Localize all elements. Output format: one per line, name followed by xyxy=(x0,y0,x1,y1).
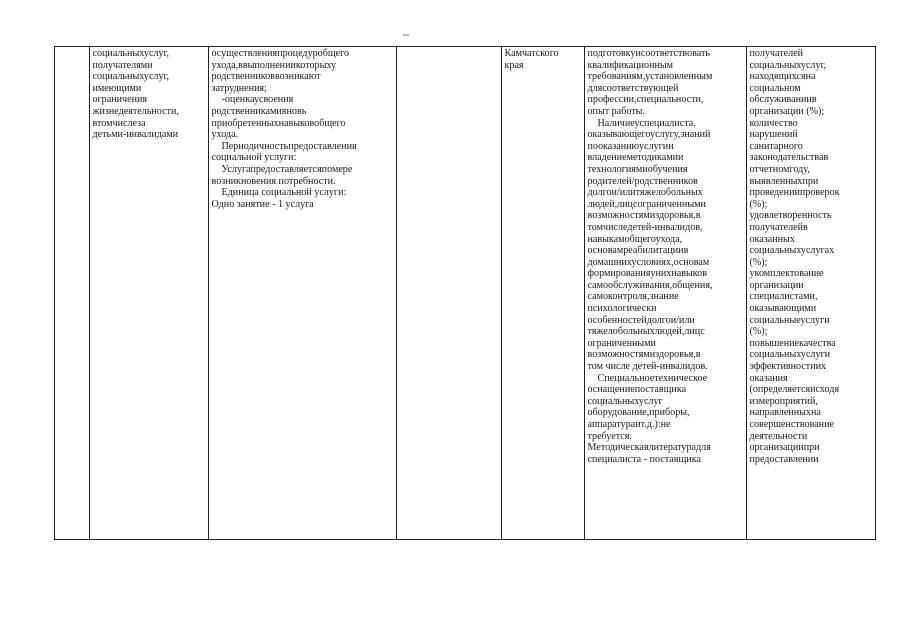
text-line: том числе детей-инвалидов. xyxy=(587,361,708,373)
text-line: Единица социальной услуги: xyxy=(221,187,347,199)
text-line: количество xyxy=(749,117,798,129)
text-line: эффективностиих xyxy=(749,361,827,373)
text-line: оказания xyxy=(749,372,788,384)
text-line: находящихсяна xyxy=(749,71,816,83)
text-line: ухода. xyxy=(211,129,239,141)
text-line: аппаратураит.д.):не xyxy=(587,419,671,430)
text-line: социальныхуслугах xyxy=(749,245,835,257)
text-line: выявленныхпри xyxy=(749,175,819,187)
text-line: родителей/родственников xyxy=(587,175,698,187)
text-line: оборудование,приборы, xyxy=(587,407,690,419)
text-line: оказанных xyxy=(749,233,795,245)
text-line: затруднения; xyxy=(211,82,267,94)
text-line: возможностямиздоровья,в xyxy=(587,210,701,222)
text-line: удовлетворенность xyxy=(749,210,832,222)
text-line: социальныхуслуг, xyxy=(92,48,170,59)
text-line: длясоответствующей xyxy=(587,82,679,94)
text-line: (%); xyxy=(749,198,768,210)
text-line: края xyxy=(504,59,524,71)
text-line: санитарного xyxy=(749,140,803,152)
text-line: Периодичностьпредоставления xyxy=(221,140,357,152)
text-line: родственникамивновь xyxy=(211,105,307,117)
text-line: жизнедеятельности, xyxy=(92,105,179,117)
text-line: профессии,специальности, xyxy=(587,94,704,106)
text-line: ухода,ввыполнениикоторыху xyxy=(211,59,337,71)
text-line: направленныхна xyxy=(749,407,821,419)
text-line: опыт работы. xyxy=(587,105,645,117)
text-line: получателей xyxy=(749,48,804,59)
text-line: Наличиеуспециалиста, xyxy=(597,117,696,129)
text-line: людей,лицсограниченными xyxy=(587,198,706,210)
text-line: формированияунихнавыков xyxy=(587,268,707,280)
text-line: укомплектование xyxy=(749,268,824,280)
text-line: ограничения xyxy=(92,94,148,106)
table-row xyxy=(55,47,877,539)
text-line: Услугапредоставляетсяпомере xyxy=(221,163,353,175)
text-line: родственниковвозникают xyxy=(211,71,321,83)
text-line: повышениекачества xyxy=(749,337,836,349)
text-line: тяжелобольныхлюдей,лицс xyxy=(587,326,705,338)
text-line: предоставлении xyxy=(749,453,819,465)
text-line: требуется. xyxy=(587,430,632,442)
cell-quality-indicators xyxy=(746,47,877,539)
text-line: Специальноетехническое xyxy=(597,372,708,384)
text-line: оказывающими xyxy=(749,303,817,315)
text-line: социальныеуслуги xyxy=(749,314,830,326)
text-line: самоконтроля,знание xyxy=(587,291,679,303)
text-line: втомчислеза xyxy=(92,117,146,129)
text-line: организациипри xyxy=(749,442,820,454)
text-line: (определяетсяисходя xyxy=(749,384,840,396)
text-line: социальныхуслуг, xyxy=(92,71,170,83)
text-line: социальныхуслуг xyxy=(587,395,663,407)
text-line: приобретенныхнавыковобщего xyxy=(211,117,346,129)
text-line: деятельности xyxy=(749,430,808,442)
text-line: организации (%); xyxy=(749,105,825,117)
text-line: томчиследетей-инвалидов, xyxy=(587,221,703,233)
text-line: ограниченными xyxy=(587,337,656,349)
text-line: Камчатского xyxy=(504,48,559,59)
text-line: осуществленияпроцедуробщего xyxy=(211,48,350,59)
text-line: владениеметодикамии xyxy=(587,152,684,164)
text-line: (%); xyxy=(749,326,768,338)
text-line: социальныхуслуги xyxy=(749,349,831,361)
text-line: детьми-инвалидами xyxy=(92,129,179,141)
document-table-page xyxy=(54,46,876,540)
text-line: социальныхуслуг, xyxy=(749,59,827,71)
text-line: навыкамобщегоухода, xyxy=(587,233,683,245)
text-line: возникновения потребности. xyxy=(211,175,336,187)
text-line: (%); xyxy=(749,256,768,268)
text-line: проведениипроверок xyxy=(749,187,840,199)
text-line: совершенствование xyxy=(749,419,834,430)
text-line: пооказаниюуслугии xyxy=(587,140,674,152)
text-line: имеющими xyxy=(92,82,142,94)
cell-conditions xyxy=(584,47,746,539)
cell-service-description xyxy=(208,47,396,539)
text-line: подготовкуисоответствовать xyxy=(587,48,710,59)
text-line: социальном xyxy=(749,82,801,94)
text-line: обслуживаниив xyxy=(749,94,817,106)
text-line: самообслуживания,общения, xyxy=(587,279,713,291)
text-line: технологиямиобучения xyxy=(587,163,688,175)
scan-artifact xyxy=(403,34,409,36)
cell-empty xyxy=(396,47,501,539)
text-line: возможностямиздоровья,в xyxy=(587,349,701,361)
text-line: оказывающегоуслугу,знаний xyxy=(587,129,711,141)
text-line: отчетномгоду, xyxy=(749,163,810,175)
text-line: -оценкаусвоения xyxy=(221,94,294,106)
text-line: долгои/илитяжелобольных xyxy=(587,187,703,199)
text-line: измероприятий, xyxy=(749,395,818,407)
cell-region xyxy=(501,47,584,539)
text-line: специалистами, xyxy=(749,291,818,303)
text-line: Методическаялитературадля xyxy=(587,442,711,454)
cell-number xyxy=(55,47,89,539)
text-line: квалификационным xyxy=(587,59,674,71)
text-line: законодательствав xyxy=(749,152,829,164)
cell-service-recipients xyxy=(89,47,208,539)
text-line: Одно занятие - 1 услуга xyxy=(211,198,314,210)
text-line: требованиям,установленным xyxy=(587,71,713,83)
text-line: особенностейдолгои/или xyxy=(587,314,695,326)
text-line: организации xyxy=(749,279,804,291)
text-line: психологически xyxy=(587,303,657,315)
text-line: специалиста - поставщика xyxy=(587,453,701,465)
text-line: оснащениепоставщика xyxy=(587,384,687,396)
services-table xyxy=(55,47,877,539)
text-line: получателями xyxy=(92,59,153,71)
text-line: получателейв xyxy=(749,221,808,233)
text-line: социальной услуги: xyxy=(211,152,297,164)
text-line: основамреабилитациив xyxy=(587,245,689,257)
text-line: домашнихусловиях,основам xyxy=(587,256,710,268)
text-line: нарушений xyxy=(749,129,798,141)
